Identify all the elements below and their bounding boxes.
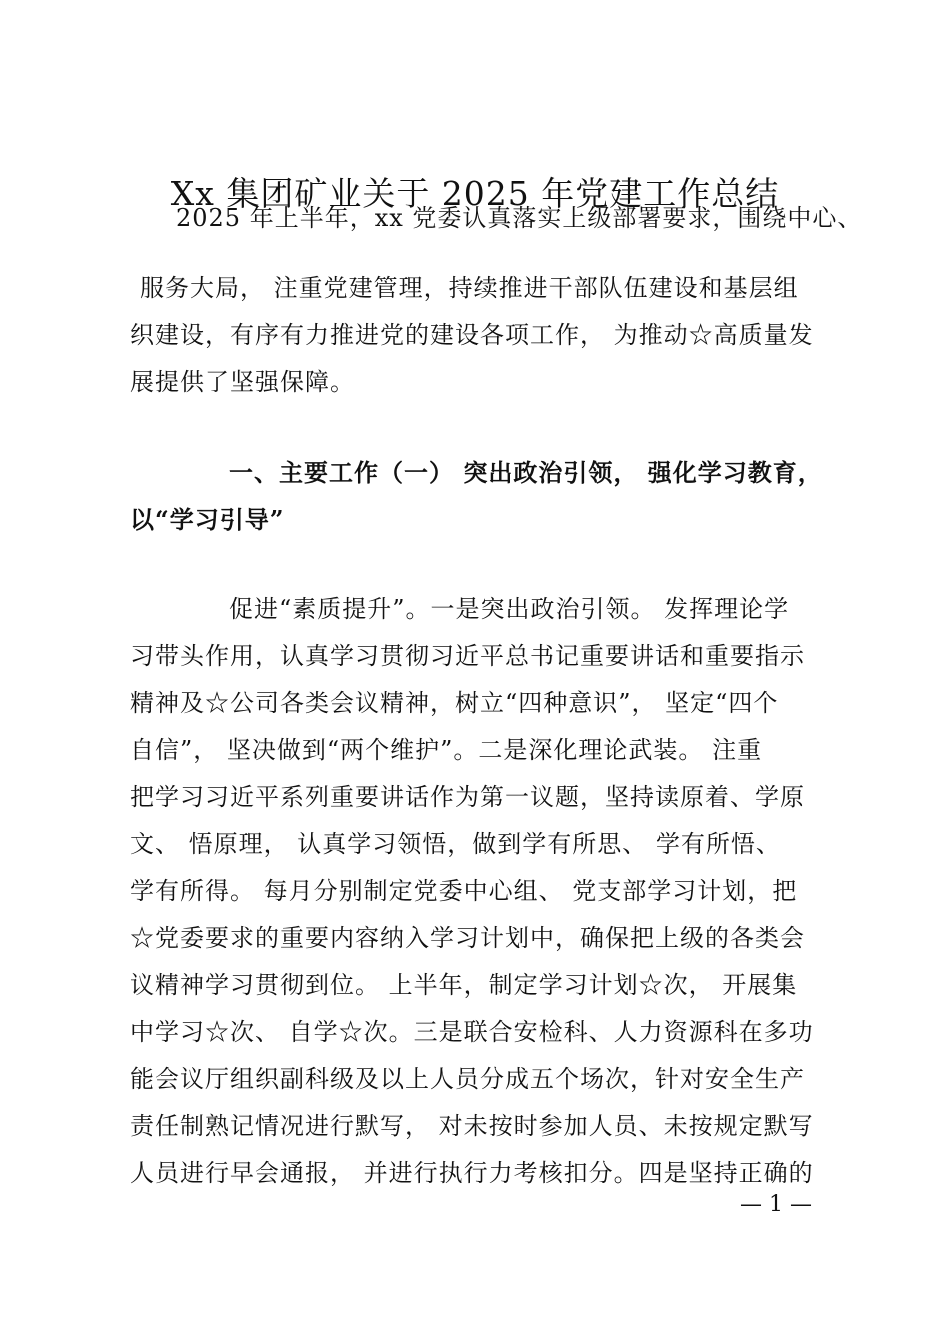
- body-line: 中学习☆次、 自学☆次。三是联合安检科、人力资源科在多功: [130, 1018, 814, 1046]
- body-line: 学有所得。 每月分别制定党委中心组、 党支部学习计划，把: [130, 877, 798, 905]
- body-line: 议精神学习贯彻到位。 上半年，制定学习计划☆次， 开展集: [130, 971, 798, 999]
- section-heading: 一、主要工作（一） 突出政治引领， 强化学习教育，: [229, 458, 823, 487]
- body-line: 文、 悟原理， 认真学习领悟，做到学有所思、 学有所悟、: [130, 830, 781, 858]
- body-line: 把学习习近平系列重要讲话作为第一议题，坚持读原着、学原: [130, 783, 805, 811]
- body-line: 促进“素质提升”。一是突出政治引领。 发挥理论学: [229, 595, 790, 623]
- body-line: 能会议厅组织副科级及以上人员分成五个场次，针对安全生产: [130, 1065, 805, 1093]
- intro-line: 织建设，有序有力推进党的建设各项工作， 为推动☆高质量发: [130, 321, 814, 349]
- body-line: ☆党委要求的重要内容纳入学习计划中，确保把上级的各类会: [130, 924, 805, 952]
- section-heading: 以“学习引导”: [130, 505, 285, 534]
- body-line: 自信”， 坚决做到“两个维护”。二是深化理论武装。 注重: [130, 736, 763, 764]
- intro-line: 服务大局， 注重党建管理，持续推进干部队伍建设和基层组: [140, 274, 799, 302]
- body-line: 责任制熟记情况进行默写， 对未按时参加人员、未按规定默写: [130, 1112, 814, 1140]
- intro-line: 2025 年上半年，xx 党委认真落实上级部署要求，围绕中心、: [176, 204, 863, 232]
- document-title: Xx 集团矿业关于 2025 年党建工作总结: [170, 174, 780, 213]
- body-line: 人员进行早会通报， 并进行执行力考核扣分。四是坚持正确的: [130, 1159, 814, 1187]
- body-line: 习带头作用，认真学习贯彻习近平总书记重要讲话和重要指示: [130, 642, 805, 670]
- page-number: — 1 —: [740, 1192, 812, 1217]
- intro-line: 展提供了坚强保障。: [130, 368, 355, 396]
- body-line: 精神及☆公司各类会议精神，树立“四种意识”， 坚定“四个: [130, 689, 779, 717]
